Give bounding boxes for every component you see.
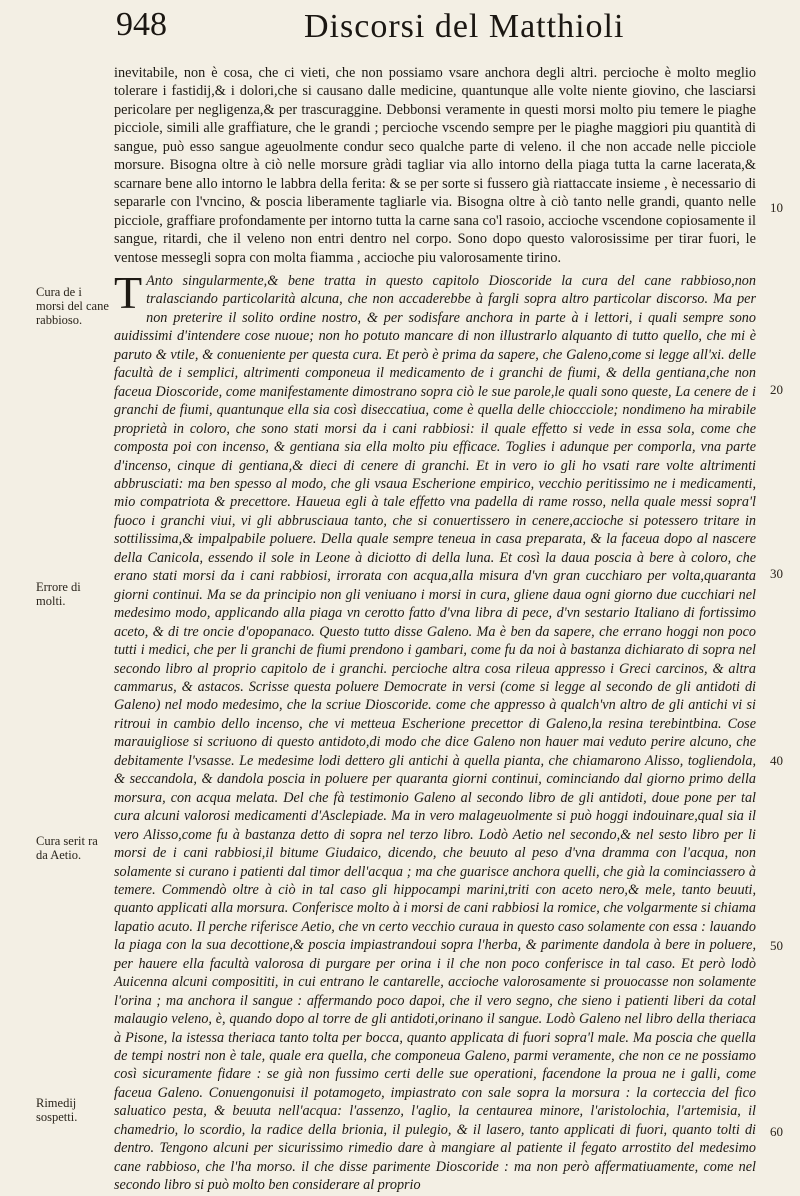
upper-text-block: inevitabile, non è cosa, che ci vieti, che non possiamo vsare anchora degli altri. percioche è molto meglio tolerare i fastidij,& i dolori,che si causano dalle medicine, quantunque alle volte niente giovino, che lasciarsi pericolare per negligenza,& per trascuraggine. Debbonsi veramente in questi morsi molto piu temere le piaghe picciole, simili alle graffiature, che le grandi ; percioche vscendo sempre per le piaghe maggiori piu quantità di sangue, può esso sangue ageuolmente condur seco qualche parte di veleno. il che non accade nelle picciole morsure. Bisogna oltre à ciò nelle morsure gràdi tagliar via allo intorno della piaga tutta la carne lacerata,& scarnare bene allo intorno le labbra della ferita: & se per sorte si fussero già riattaccate insieme , è necessario di separarle con l'vncino, & poscia liberamente tagliarle via. Bisogna oltre à ciò tanto nelle grandi, quanto nelle picciole, graffiare profondamente per intorno tutta la carne sana co'l rasoio, accioche vscendone copiosamente il sangue, ritardi, che il veleno non entri dentro nel corpo. Sono dopo questo valorosissime per tirar fuori, le ventose messegli sopra con molta fiamma , accioche piu valorosamente tirino.: [114, 65, 756, 266]
page-header: [112, 6, 752, 62]
margin-note-rimedij: Rimedij sospetti.: [36, 1096, 78, 1124]
margin-note-errore: Errore di molti.: [36, 580, 81, 608]
line-number-30: 30: [770, 566, 783, 581]
margin-note-cura-morsi: Cura de i morsi del cane rabbioso.: [36, 285, 109, 327]
line-number-20: 20: [770, 382, 783, 397]
margin-note-cura-aetio: Cura serit ra da Aetio.: [36, 834, 98, 862]
line-number-60: 60: [770, 1124, 783, 1139]
commentary-block: [114, 267, 756, 1194]
page-number: 948: [116, 6, 167, 43]
line-number-40: 40: [770, 753, 783, 768]
commentary-text: Anto singularmente,& bene tratta in questo capitolo Dioscoride la cura del cane rabbioso,non tralasciando particolarità alcuna, che non accaderebbe à fargli sopra altro particolar discorso. Ma per non preterire il solito ordine nostro, & per sodisfare anchora in parte à i lettori, i quali sempre sono auidissimi d'intendere cose nuoue; non ho potuto mancare di non illustrarlo alquanto di tutto quello, che mi è paruto & vtile, & conueniente per questa cura. Et però è prima da sapere, che Galeno,come si legge all'xi. delle facultà de i semplici, altrimenti componeua il medicamento de i granchi de fiumi, & della gentiana,che non faceua Dioscoride, come manifestamente dimostrano sopra ciò le sue parole,le quali sono queste, La cenere de i granchi de fiumi, quantunque ella sia così diseccatiua, come è quella delle chioccciole; nondimeno ha mirabile proprietà in coloro, che sono stati morsi da i cani rabbiosi: il quale effetto si vede in essa sola, come che composta poi con incenso, & gentiana sia ella molto piu efficace. Toglies i adunque per comporla, vna parte d'incenso, cinque di gentiana,& dieci di cenere di granchi. Et in vero io gli ho vsati rare volte altrimenti abbrusciati: ma ben spesso al modo, che gli vsaua Escherione empirico, vecchio peritissimo ne i medicamenti, mio compatriota & precettore. Haueua egli à tale effetto vna padella di rame rosso, nella quale messi sopra'l fuoco i granchi viui, vi gli abbrusciaua tanto, che si conuertissero in cenere,accioche si potessero tritare in sottilissima,& impalpabile poluere. Della quale sempre teneua in casa preparata, & la faceua dopo al nascere della Canicola, essendo il sole in Leone à diciotto di della luna. Et così la daua poscia à bere à coloro, che erano stati morsi da i cani rabbiosi, irrorata con acqua,alla misura d'vn gran cucchiaro per volta,quaranta giorni continui. Ma se da principio non gli veniuano i morsi in cura, gliene daua ogni giorno due cucchiari nel medesimo modo, applicando alla piaga vn cerotto fatto d'vna libra di pece, d'vn sestario Italiano di fortissimo aceto, & di tre oncie d'opopanaco. Questo tutto disse Galeno. Ma è ben da sapere, che errano hoggi non poco tutti i medici, che per li granchi de fiumi prendono i gambari, come fu da noi à bastanza dichiarato di sopra nel secondo libro al proprio capitolo de i granchi. percioche altra cosa rileua appresso i Greci carcinos, & altra cammarus, & astacos. Scrisse questa poluere Democrate in versi (come si legge al secondo de gli antidoti di Galeno) nel modo medesimo, che la scriue Dioscoride. come che appresso à qualch'vn altro de gli antichi vi si ritroui in cambio dello incenso, che vi metteua Escherione precettor di Galeno,la resina terebintbina. Cose marauigliose si scriuono di questo antidoto,di modo che dice Galeno non hauer mai veduto perire alcuno, che debitamente l'vsasse. Le medesime lodi dettero gli antichi à quella pianta, che chiamarono Alisso, togliendola, & seccandola, & dandola poscia in poluere per quaranta giorni continui, cominciando dal giorno primo della morsura, con acqua melata. Del che fà testimonio Galeno al secondo libro de gli antidoti, doue pone per tal cura alcuni valorosi medicamenti d'Asclepiade. Ma in vero malageuolmente si può hoggi indouinare,qual sia il vero Alisso,come fu à bastanza detto di sopra nel terzo libro. Lodò Aetio nel secondo,& nel sesto libro per li morsi de i cani rabbiosi,il bitume Giudaico, dicendo, che beuuto al peso d'vna dramma con l'acqua, non solamente si curano i patienti dal timor dell'acqua ; ma che guarisce anchora quelli, che già la cominciassero à temere. Commendò oltre à ciò in tal caso gli hippocampi marini,triti con aceto nero,& mele, tanto beuuti, quanto applicati alla morsura. Conferisce molto à i morsi de cani rabbiosi la romice, che volgarmente si chiama lapatio acuto. Il perche riferisce Aetio, che vn certo vecchio curaua in questo caso solamente con essa : lauando la piaga con la sua decottione,& poscia impiastrandoui sopra l'herba, & parimente dandola à bere in poluere, per hauere ella facultà valorosa di purgare per orina i il che non poco conferisce in tal caso. Et però lodò Auicenna alcuni composititi, in cui entrano le cantarelle, accioche valorosamente si prouocasse non solamente l'orina ; ma anchora il sangue : affermando poco dapoi, che il vero segno, che sieno i patienti liberi da cotal malaugio veleno, è, quando dopo al torre de gli antidoti,orinano il sangue. Lodò Galeno nel libro della theriaca à Pisone, la istessa theriaca tanto tolta per bocca, quanto applicata di fuori sopra'l male. Ma poscia che quella de tempi nostri non è tale, quale era quella, che componeua Galeno, parmi veramente, che non ce ne possiamo così sicuramente fidare : se già non fussimo certi delle sue operationi, facendone la proua ne i galli, come faceua Galeno. Conuengonuisi il potamogeto, impiastrato con sale sopra la morsura : la corteccia del fico saluatico pesta, & beuuta nell'acqua: l'assenzo, l'aglio, la centaurea minore, l'aristolochia, l'artemisia, il chamedrio, lo scordio, la radice della brionia, il pulegio, & il lasero, tanto applicati di fuori, quanto tolti di dentro. Tengono alcuni per sicurissimo rimedio dare à mangiare al patiente il fegato arrostito del medesimo cane rabbioso, che l'ha morso. il che disse parimente Dioscoride : ma non però affermatiuamente, come nel secondo libro si può molto ben considerare al proprio: [114, 273, 756, 1194]
drop-cap: T: [114, 267, 143, 318]
running-title: Discorsi del Matthioli: [304, 8, 625, 45]
line-number-50: 50: [770, 938, 783, 953]
line-number-10: 10: [770, 200, 783, 215]
